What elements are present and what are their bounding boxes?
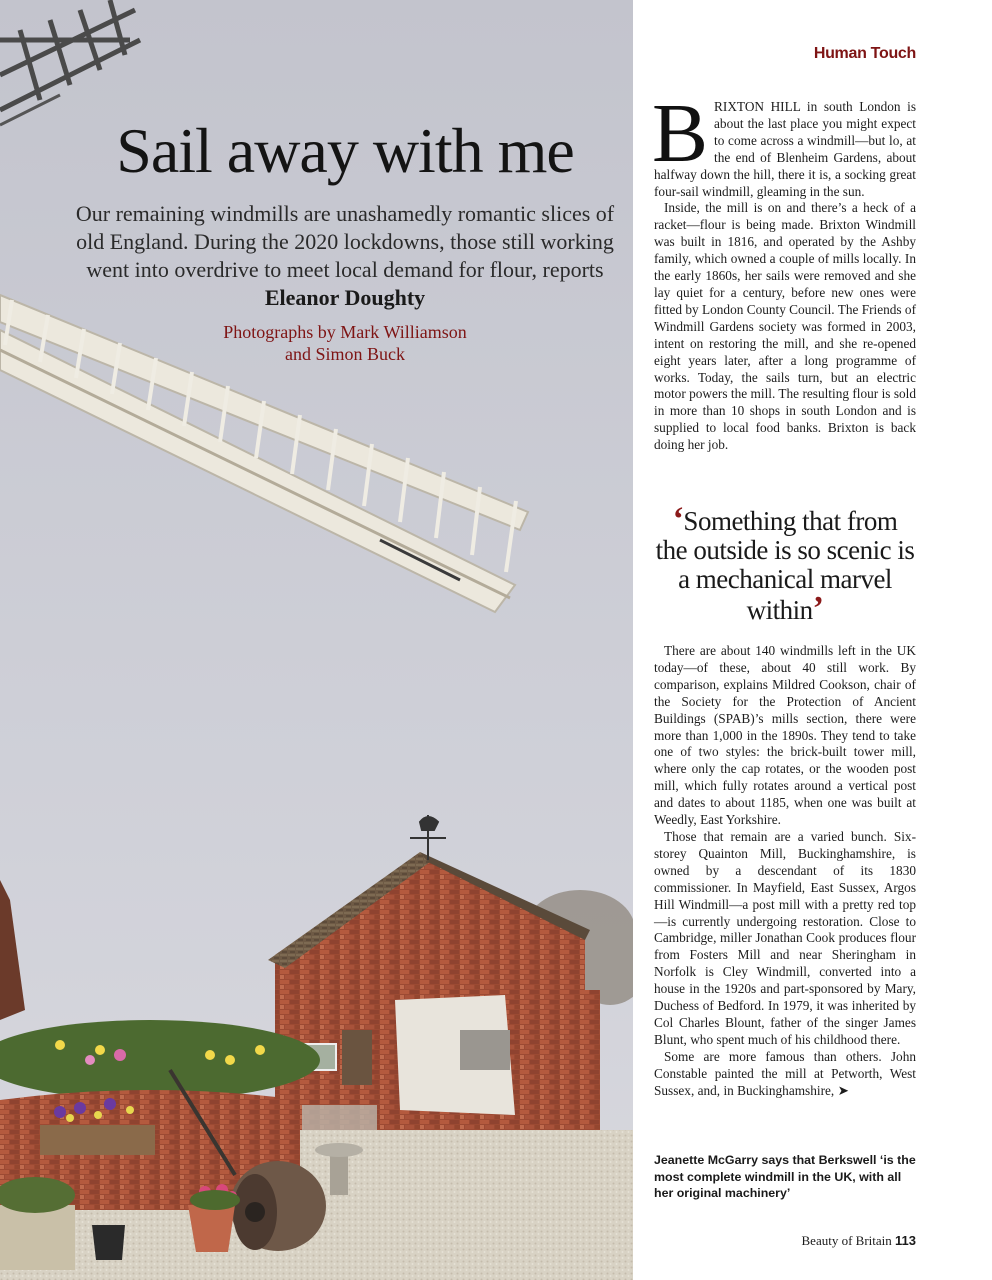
- headline: Sail away with me: [116, 115, 574, 186]
- paragraph-4: Those that remain are a varied bunch. Six-storey Quainton Mill, Buckinghamshire, is owned by a descendant of its 1830 commissioner. In Mayfield, East Sussex, Argos Hill Windmill—a post mill with a pretty red top—is currently undergoing restoration. Close to Cambridge, miller Jonathan Cook produces flour from Fosters Mill and near Sheringham in Norfolk is Cley Windmill, converted into a house in the 1920s and part-sponsored by Mary, Duchess of Bedford. In 1979, it was inherited by Col Charles Blount, father of the singer James Blunt, who spent much of his childhood there.: [654, 828, 916, 1047]
- article-intro: [652, 87, 917, 454]
- paragraph-5: [654, 1049, 916, 1100]
- paragraph-2: Inside, the mill is on and there’s a heck of a racket—flour is being made. Brixton Windmill was built in 1816, and operated by the Ashby family, which owned a couple of mills locally. In the early 1860s, her sails were removed and she lay quiet for a century, before new ones were fitted by London County Council. The Friends of Windmill Gardens society was formed in 2003, intent on restoring the mill, and she re-opened eight years later, after a long programme of works. Today, the sails turn, but an electric motor powers the mill. The resulting flour is sold in more than 10 shops in south London and is supplied to local food banks. Brixton is back doing her job.: [654, 200, 916, 453]
- paragraph-1-text: in south London is about the last place you might expect to come across a windmill—but lo, at the end of Blenheim Gardens, about halfway down the hill, there it is, a socking great four-sail windmill, gleaming in the sun.: [654, 99, 917, 199]
- standfirst-text: Our remaining windmills are unashamedly romantic slices of old England. During the 2020 lockdowns, those still working went into overdrive to meet local demand for flour, reports: [75, 201, 615, 282]
- standfirst: [60, 200, 630, 312]
- page-number: 113: [895, 1233, 916, 1248]
- continue-arrow-icon: ➤: [837, 1082, 849, 1098]
- paragraph-5-text: Some are more famous than others. John Constable painted the mill at Petworth, West Sussex, and, in Buckinghamshire,: [654, 1048, 916, 1098]
- article-column: [654, 0, 916, 1280]
- pull-quote: [654, 501, 916, 627]
- author-name: Eleanor Doughty: [264, 285, 426, 310]
- magazine-title: Beauty of Britain: [801, 1233, 892, 1248]
- photo-caption: Jeanette McGarry says that Berkswell ‘is the most complete windmill in the UK, with all her original machinery’: [654, 1153, 916, 1200]
- section-label: Human Touch: [813, 45, 916, 62]
- close-quote-mark: ’: [812, 590, 824, 627]
- page-footer: [802, 1233, 917, 1249]
- photo-credit-line2: and Simon Buck: [285, 344, 405, 364]
- paragraph-3: There are about 140 windmills left in the UK today—of these, about 40 still work. By comparison, explains Mildred Cookson, chair of the Society for the Protection of Ancient Buildings (SPAB)’s mills section, there were more than 1,000 in the 1890s. They tend to take one of two styles: the brick-built tower mill, where only the cap rotates, or the wooden post mill, which fully rotates around a vertical post and dates to about 1185, when one was built at Weedly, East Yorkshire.: [654, 643, 916, 828]
- photo-credit-line1: Photographs by Mark Williamson: [223, 322, 467, 342]
- pull-quote-text: Something that from the outside is so scenic is a mechanical marvel within: [655, 506, 915, 625]
- drop-cap: B: [652, 87, 709, 180]
- paragraph-1-lead: RIXTON HILL: [714, 99, 801, 114]
- open-quote-mark: ‘: [672, 501, 684, 538]
- photo-credit: [160, 321, 530, 365]
- article-continued: [654, 643, 916, 1099]
